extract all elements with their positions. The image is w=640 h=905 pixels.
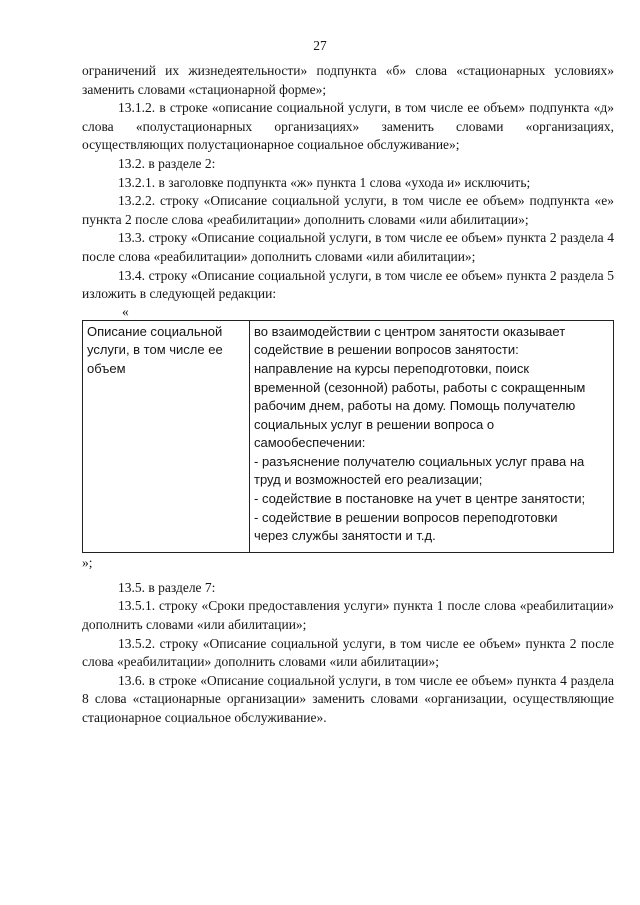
page-number: 27 [313,38,327,53]
paragraph-13-2: 13.2. в разделе 2: [118,155,216,171]
description-line: - содействие в постановке на учет в центре занятости; [254,491,586,507]
paragraph-13-2-1: 13.2.1. в заголовке подпункта «ж» пункта 1 слова «ухода и» исключить; [118,174,531,190]
table-cell-label: Описание социальной услуги, в том числе ее объем [83,320,250,552]
paragraph-13-1-2: 13.1.2. в строке «описание социальной услуги, в том числе ее объем» подпункта «д» слова «полустационарных организациях» заменить словами «организациях, осуществляющих полустационарное социальное обслуживание»; [82,100,614,153]
description-line: труд и возможностей его реализации; [254,472,483,488]
description-line: социальных услуг в решении вопроса о [254,416,495,432]
paragraph-13-4: 13.4. строку «Описание социальной услуги, в том числе ее объем» пункта 2 раздела 5 изложить в следующей редакции: [82,267,614,302]
table-cell-description [250,320,614,552]
paragraph-continuation: ограничений их жизнедеятельности» подпункта «б» слова «стационарных условиях» заменить словами «стационарной форме»; [82,63,614,97]
description-line: направление на курсы переподготовки, поиск [254,360,530,376]
description-line: временной (сезонной) работы, работы с сокращенным [254,379,586,395]
paragraph-13-3: 13.3. строку «Описание социальной услуги, в том числе ее объем» пункта 2 раздела 4 после слова «реабилитации» дополнить словами «или абилитации»; [82,230,614,264]
description-line: самообеспечении: [254,435,366,451]
description-line: - разъяснение получателю социальных услуг права на [254,453,585,469]
paragraph-13-5-1: 13.5.1. строку «Сроки предоставления услуги» пункта 1 после слова «реабилитации» дополнить словами «или абилитации»; [82,598,614,633]
description-line: через службы занятости и т.д. [254,528,436,544]
paragraph-13-2-2: 13.2.2. строку «Описание социальной услуги, в том числе ее объем» подпункта «е» пункта 2 после слова «реабилитации» дополнить словами «или абилитации»; [82,193,614,227]
paragraph-13-5-2: 13.5.2. строку «Описание социальной услуги, в том числе ее объем» пункта 2 после слова «реабилитации» дополнить словами «или абилитации»; [82,635,614,670]
description-line: рабочим днем, работы на дому. Помощь получателю [254,398,576,414]
service-table [82,320,614,553]
quote-close: »; [82,554,93,570]
paragraph-13-5: 13.5. в разделе 7: [118,579,216,595]
description-line: - содействие в решении вопросов переподготовки [254,509,558,525]
description-line: содействие в решении вопросов занятости: [254,342,519,358]
description-line: во взаимодействии с центром занятости оказывает [254,323,566,339]
table-row [83,320,614,552]
paragraph-13-6: 13.6. в строке «Описание социальной услуги, в том числе ее объем» пункта 4 раздела 8 слова «стационарные организации» заменить словами «организации, осуществляющие стационарное социальное обслуживание». [82,672,614,725]
document-body [82,62,614,728]
quote-open: « [122,303,129,319]
